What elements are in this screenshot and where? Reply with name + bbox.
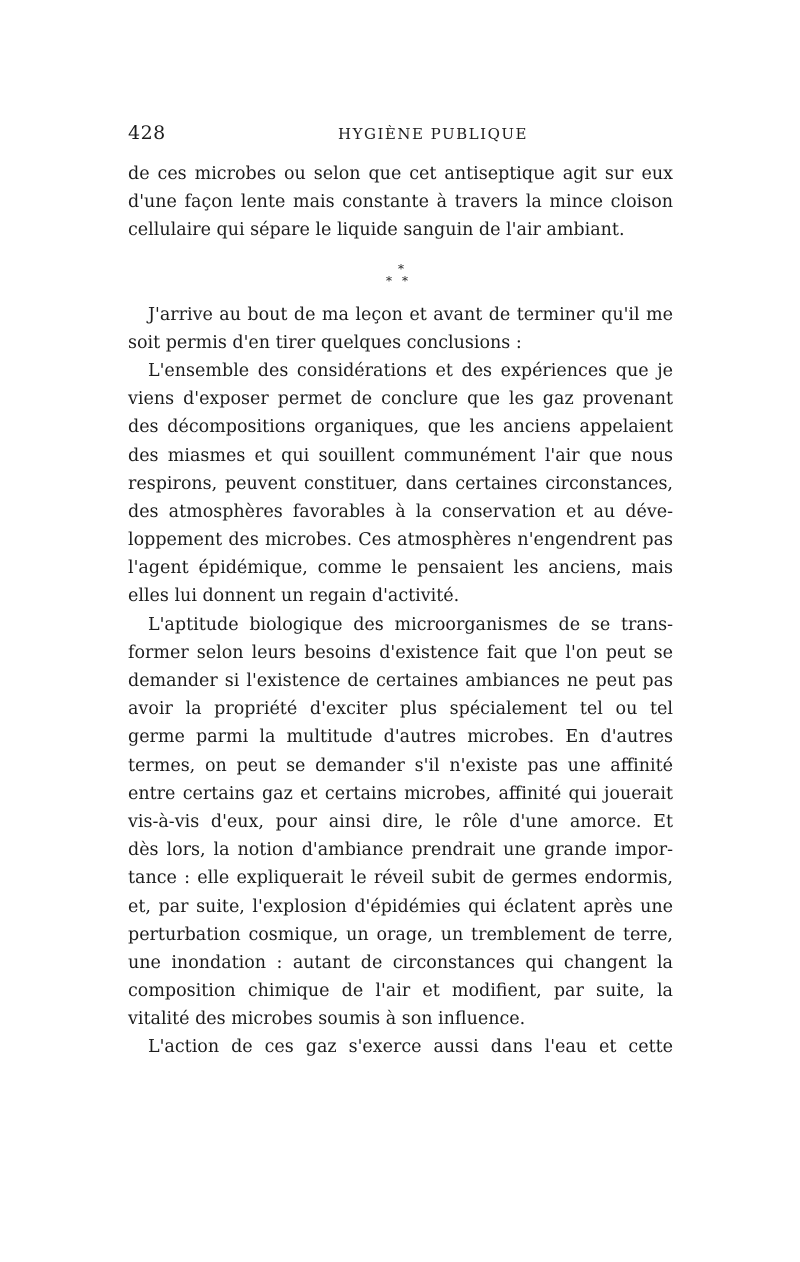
asterism-stars-bottom: ** (386, 273, 418, 288)
body-text (128, 160, 673, 1062)
text-line: l'agent épidémique, comme le pensaient les anciens, mais (128, 558, 673, 579)
text-line: composition chimique de l'air et modifient, par suite, la (128, 981, 673, 1002)
text-line: termes, on peut se demander s'il n'existe pas une affinité (128, 755, 673, 776)
text-line: entre certains gaz et certains microbes, affinité qui jouerait (128, 783, 673, 804)
text-line: former selon leurs besoins d'existence fait que l'on peut se (128, 642, 673, 663)
text-line: tance : elle expliquerait le réveil subit de germes endormis, (128, 868, 673, 889)
text-line: L'action de ces gaz s'exerce aussi dans l'eau et cette (148, 1037, 673, 1058)
text-line: perturbation cosmique, un orage, un tremblement de terre, (128, 924, 673, 945)
text-line: soit permis d'en tirer quelques conclusions : (128, 332, 522, 353)
text-line: loppement des microbes. Ces atmosphères n'engendrent pas (128, 530, 673, 551)
text-line: vitalité des microbes soumis à son influence. (128, 1009, 526, 1030)
text-line: respirons, peuvent constituer, dans certaines circonstances, (128, 473, 673, 494)
text-line: de ces microbes ou selon que cet antiseptique agit sur eux (128, 164, 673, 184)
text-line: et, par suite, l'explosion d'épidémies qui éclatent après une (128, 896, 673, 917)
text-line: germe parmi la multitude d'autres microbes. En d'autres (128, 727, 673, 748)
text-line: viens d'exposer permet de conclure que les gaz provenant (128, 389, 673, 410)
text-line: des décompositions organiques, que les anciens appelaient (128, 417, 673, 438)
text-line: demander si l'existence de certaines ambiances ne peut pas (128, 671, 673, 691)
page-header (128, 122, 676, 146)
text-line: avoir la propriété d'exciter plus spécialement tel ou tel (128, 699, 673, 720)
text-line: d'une façon lente mais constante à travers la mince cloison (128, 192, 673, 213)
asterism-star-top: * (398, 261, 404, 276)
text-line: elles lui donnent un regain d'activité. (128, 586, 460, 607)
text-line: J'arrive au bout de ma leçon et avant de terminer qu'il me (148, 304, 673, 325)
text-line: une inondation : autant de circonstances qui changent la (128, 952, 673, 973)
running-title: HYGIÈNE PUBLIQUE (338, 125, 528, 143)
text-line: des miasmes et qui souillent communément l'air que nous (128, 445, 673, 466)
page-number: 428 (128, 122, 166, 144)
text-line: des atmosphères favorables à la conservation et au déve- (128, 501, 673, 522)
text-line: L'aptitude biologique des microorganismes de se trans- (148, 614, 673, 635)
text-line: L'ensemble des considérations et des expériences que je (148, 360, 673, 381)
section-break-asterism (128, 245, 673, 301)
text-line: dès lors, la notion d'ambiance prendrait une grande impor- (128, 840, 673, 861)
text-line: cellulaire qui sépare le liquide sanguin de l'air ambiant. (128, 220, 625, 241)
text-line: vis-à-vis d'eux, pour ainsi dire, le rôle d'une amorce. Et (128, 811, 673, 832)
